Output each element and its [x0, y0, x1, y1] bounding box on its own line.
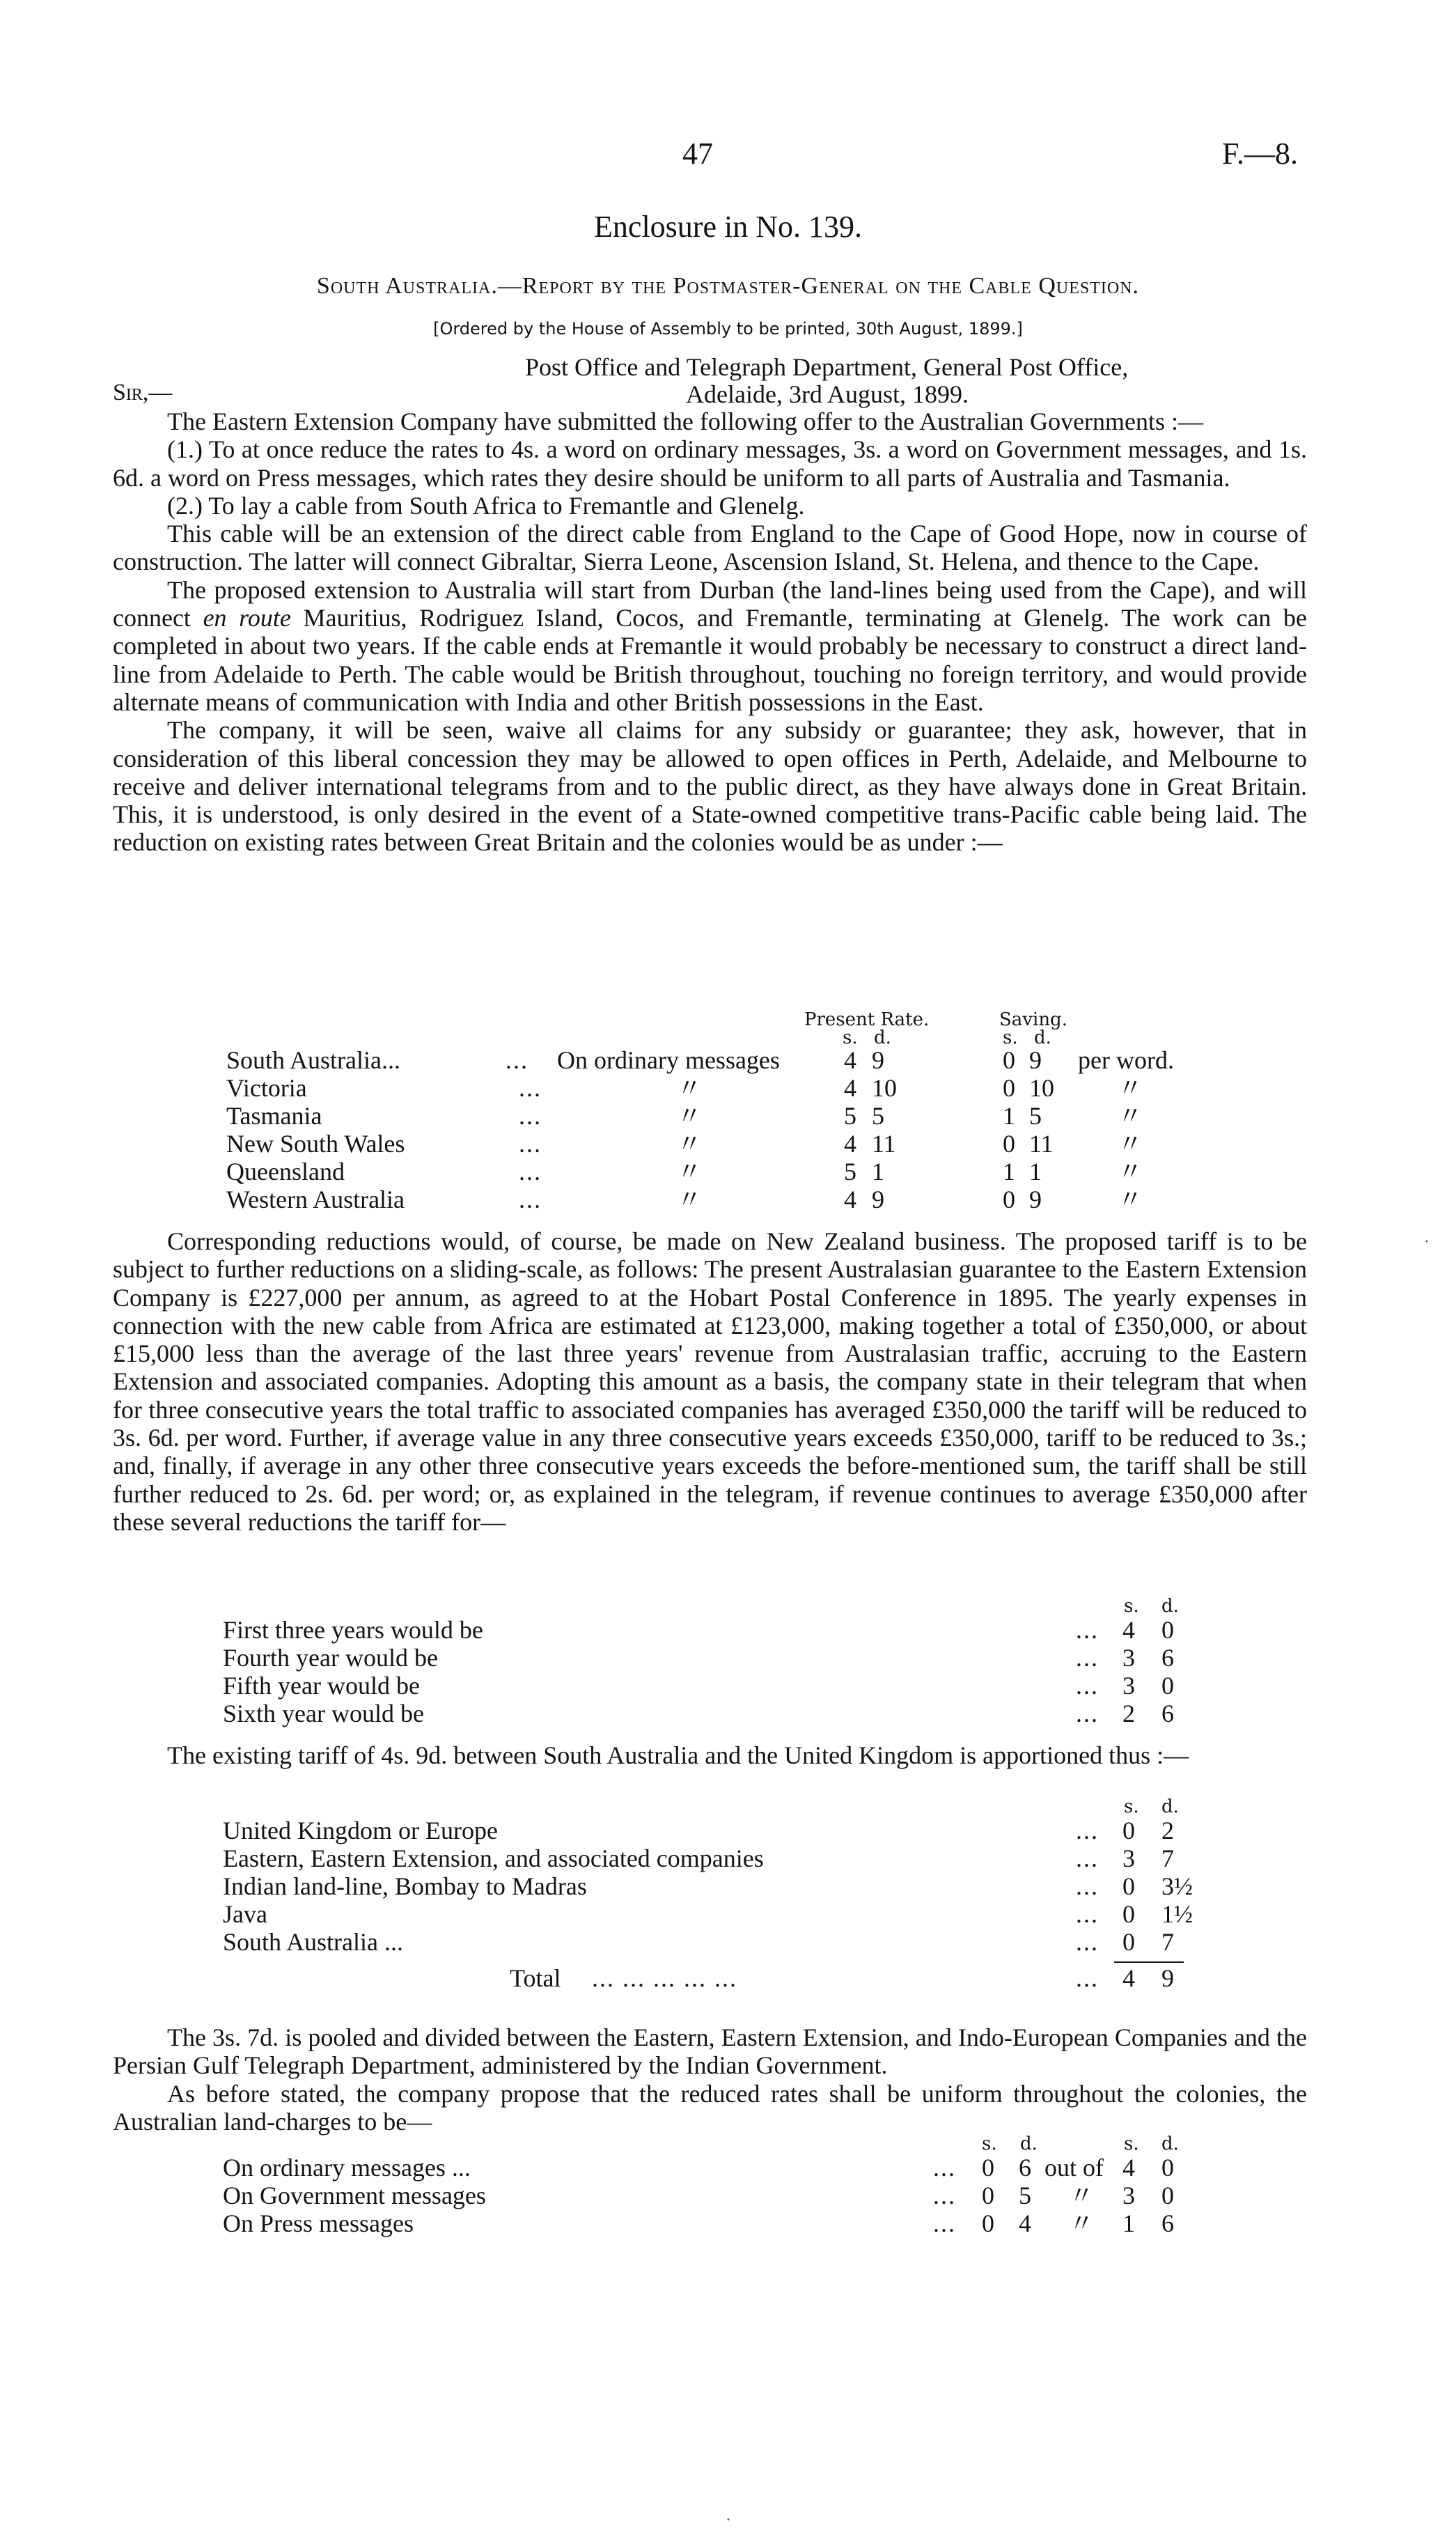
present-d: 11	[872, 1130, 896, 1158]
ordered-note: [Ordered by the House of Assembly to be printed, 30th August, 1899.]	[433, 319, 1023, 339]
leader-dots: ...	[1076, 1928, 1099, 1956]
value-d: 6	[1161, 1700, 1174, 1727]
paragraph-part: The proposed extension to Australia will start from Durban (the land-lines being used from the Cape), and will connect	[113, 575, 1307, 632]
value-s: 2	[1122, 1700, 1135, 1727]
saving-d: 9	[1029, 1186, 1042, 1213]
ditto-mark: 〃	[677, 1158, 703, 1186]
present-d: 9	[872, 1046, 884, 1074]
saving-d: 10	[1029, 1074, 1054, 1102]
row-label: Fifth year would be	[223, 1672, 420, 1700]
unit-s: s.	[843, 1027, 858, 1048]
ditto-mark: 〃	[677, 1102, 703, 1130]
present-d: 9	[872, 1186, 884, 1213]
row-label: First three years would be	[223, 1616, 483, 1644]
saving-s: 0	[1003, 1046, 1015, 1074]
row-label: Sixth year would be	[223, 1700, 424, 1727]
leader-dots: ...	[506, 1046, 529, 1074]
sliding-scale-table	[0, 1595, 1456, 1727]
leader-dots: ...	[933, 2154, 956, 2182]
leader-dots: ...	[1076, 1616, 1099, 1644]
leader-dots: ...	[1076, 1964, 1099, 1992]
total-row	[0, 1964, 1456, 1992]
apportion-table	[0, 1796, 1456, 1992]
address-line-1: Post Office and Telegraph Department, General Post Office,	[525, 353, 1129, 381]
paragraph: (1.) To at once reduce the rates to 4s. a word on ordinary messages, 3s. a word on Government messages, and 1s. 6d. a word on Press messages, which rates they desire should be uniform to all parts of Australia and Tasmania.	[113, 435, 1307, 492]
of-d: 0	[1161, 2182, 1174, 2209]
paragraph-emphasis: en route	[203, 604, 291, 632]
rates-rows	[0, 1046, 1456, 1213]
leader-dots: ...	[933, 2182, 956, 2209]
saving-s: 0	[1003, 1130, 1015, 1158]
sliding-rows	[0, 1616, 1456, 1727]
leader-dots: ... ... ... ... ...	[592, 1964, 737, 1992]
rates-row	[0, 1046, 1456, 1074]
value-d: 7	[1161, 1844, 1174, 1872]
sliding-table-row	[0, 1616, 1456, 1644]
sliding-table-row	[0, 1672, 1456, 1700]
apportion-table-row	[0, 1817, 1456, 1844]
address-line-2: Adelaide, 3rd August, 1899.	[686, 380, 969, 408]
out-of-label: out of	[1044, 2154, 1104, 2182]
row-label: United Kingdom or Europe	[223, 1817, 498, 1844]
colony-name: Queensland	[226, 1158, 345, 1186]
paragraph: Corresponding reductions would, of course, be made on New Zealand business. The proposed tariff is to be subject to further reductions on a sliding-scale, as follows: The present Australasian guarantee to the Eastern Extension Company is £227,000 per annum, as agreed to at the Hobart Postal Conference in 1895. The yearly expenses in connection with the new cable from Africa are estimated at £123,000, making together a total of £350,000, or about £15,000 less than the average of the last three years' revenue from Australasian traffic, accruing to the Eastern Extension and associated companies. Adopting this amount as a basis, the company state in their telegram that when for three consecutive years the total traffic to associated companies has averaged £350,000 the tariff will be reduced to 3s. 6d. per word. Further, if average value in any three consecutive years exceeds £350,000, tariff to be reduced to 3s.; and, finally, if average in any other three consecutive years exceeds the before-mentioned sum, the tariff shall be still further reduced to 2s. 6d. per word; or, as explained in the telegram, if revenue continues to average £350,000 after these several reductions the tariff for—	[113, 1227, 1307, 1536]
page-number: 47	[682, 137, 713, 171]
ditto-mark: 〃	[677, 1130, 703, 1158]
value-s: 0	[1122, 1900, 1135, 1928]
col-header-present: Present Rate.	[804, 1009, 930, 1030]
ditto-mark: 〃	[1118, 1130, 1143, 1158]
paragraph: This cable will be an extension of the direct cable from England to the Cape of Good Hope, now in course of construction. The latter will connect Gibraltar, Sierra Leone, Ascension Island, St. Helena, and thence to the Cape.	[113, 520, 1307, 576]
row-label: Eastern, Eastern Extension, and associated companies	[223, 1844, 764, 1872]
leader-dots: ...	[519, 1158, 542, 1186]
row-label: On ordinary messages ...	[223, 2154, 471, 2182]
paragraph-part: Mauritius, Rodriguez Island, Cocos, and Fremantle, terminating at Glenelg. The work can be completed in about two years. If the cable ends at Fremantle it would probably be necessary to construct a direct land-line from Adelaide to Perth. The cable would be British throughout, touching no foreign territory, and would provide alternate means of communication with India and other British possessions in the East.	[113, 604, 1308, 716]
leader-dots: ...	[519, 1130, 542, 1158]
value-d: 6	[1161, 1644, 1174, 1672]
bottom-mark: ·	[726, 2511, 731, 2529]
rates-row	[0, 1186, 1456, 1213]
value-d: 2	[1161, 1817, 1174, 1844]
value-s: 0	[1122, 1817, 1135, 1844]
present-d: 5	[872, 1102, 884, 1130]
saving-d: 1	[1029, 1158, 1042, 1186]
value-d: 1½	[1161, 1900, 1193, 1928]
paragraph: The Eastern Extension Company have submitted the following offer to the Australian Governments :—	[167, 407, 1204, 435]
row-label: On Government messages	[223, 2182, 486, 2209]
rates-row	[0, 1130, 1456, 1158]
value-s: 3	[1122, 1844, 1135, 1872]
ditto-mark: 〃	[1118, 1158, 1143, 1186]
leader-dots: ...	[1076, 1672, 1099, 1700]
enclosure-title: Enclosure in No. 139.	[594, 210, 862, 244]
saving-d: 11	[1029, 1130, 1054, 1158]
row-label: Java	[223, 1900, 267, 1928]
per-word: per word.	[1078, 1046, 1174, 1074]
row-label: Indian land-line, Bombay to Madras	[223, 1872, 587, 1900]
apportion-table-row	[0, 1900, 1456, 1928]
leader-dots: ...	[1076, 1900, 1099, 1928]
value-d: 3½	[1161, 1872, 1193, 1900]
saving-s: 0	[1003, 1074, 1015, 1102]
saving-d: 5	[1029, 1102, 1042, 1130]
present-s: 4	[844, 1046, 856, 1074]
of-d: 6	[1161, 2209, 1174, 2237]
apportion-rows	[0, 1817, 1456, 1956]
of-s: 4	[1122, 2154, 1135, 2182]
ditto-mark: 〃	[1069, 2182, 1095, 2209]
value-s: 3	[1122, 1672, 1135, 1700]
leader-dots: ...	[933, 2209, 956, 2237]
leader-dots: ...	[1076, 1872, 1099, 1900]
leader-dots: ...	[1076, 1844, 1099, 1872]
unit-d: d.	[1161, 1596, 1179, 1617]
body-text-block-1	[113, 407, 1307, 857]
saving-s: 1	[1003, 1102, 1015, 1130]
leader-dots: ...	[519, 1102, 542, 1130]
rates-row	[0, 1102, 1456, 1130]
value-s: 4	[1122, 1616, 1135, 1644]
unit-d: d.	[874, 1027, 891, 1048]
unit-s: s.	[1124, 2133, 1139, 2154]
value-s: 0	[982, 2209, 994, 2237]
row-label: Fourth year would be	[223, 1644, 438, 1672]
salutation: Sir,—	[113, 380, 173, 405]
present-s: 4	[844, 1074, 856, 1102]
of-s: 1	[1122, 2209, 1135, 2237]
row-label: On Press messages	[223, 2209, 414, 2237]
land-charges-table	[0, 2133, 1456, 2237]
saving-s: 0	[1003, 1186, 1015, 1213]
ditto-mark: 〃	[677, 1186, 703, 1213]
sliding-table-row	[0, 1644, 1456, 1672]
value-d: 6	[1019, 2154, 1031, 2182]
saving-d: 9	[1029, 1046, 1042, 1074]
total-d: 9	[1161, 1964, 1174, 1992]
rates-row	[0, 1074, 1456, 1102]
ditto-mark: 〃	[677, 1074, 703, 1102]
report-heading: South Australia.—Report by the Postmaster-General on the Cable Question.	[316, 273, 1140, 299]
value-s: 0	[1122, 1928, 1135, 1956]
value-d: 4	[1019, 2209, 1031, 2237]
value-s: 3	[1122, 1644, 1135, 1672]
unit-s: s.	[982, 2133, 997, 2154]
body-text-block-3	[113, 1741, 1307, 1769]
colony-name: New South Wales	[226, 1130, 405, 1158]
unit-s: s.	[1124, 1596, 1139, 1617]
body-text-block-4	[113, 2023, 1307, 2136]
colony-name: South Australia...	[226, 1046, 400, 1074]
rates-table	[0, 1003, 1456, 1213]
land-rows	[0, 2154, 1456, 2237]
of-d: 0	[1161, 2154, 1174, 2182]
leader-dots: ...	[519, 1186, 542, 1213]
value-d: 0	[1161, 1672, 1174, 1700]
of-s: 3	[1122, 2182, 1135, 2209]
unit-d: d.	[1161, 1796, 1179, 1817]
ditto-mark: 〃	[1118, 1074, 1143, 1102]
body-text-block-2	[113, 1227, 1307, 1536]
total-rule	[1114, 1961, 1184, 1963]
paragraph: The 3s. 7d. is pooled and divided between the Eastern, Eastern Extension, and Indo-European Companies and the Persian Gulf Telegraph Department, administered by the Indian Government.	[113, 2023, 1307, 2080]
present-s: 5	[844, 1102, 856, 1130]
saving-s: 1	[1003, 1158, 1015, 1186]
unit-d: d.	[1161, 2133, 1179, 2154]
land-charge-row	[0, 2154, 1456, 2182]
value-s: 0	[982, 2154, 994, 2182]
section-code: F.—8.	[1222, 137, 1298, 171]
present-s: 4	[844, 1130, 856, 1158]
value-s: 0	[982, 2182, 994, 2209]
colony-name: Victoria	[226, 1074, 307, 1102]
land-charge-row	[0, 2209, 1456, 2237]
present-s: 5	[844, 1158, 856, 1186]
total-label: Total	[510, 1964, 561, 1992]
col-header-saving: Saving.	[999, 1009, 1067, 1030]
unit-s: s.	[1124, 1796, 1139, 1817]
paragraph	[113, 576, 1307, 716]
ditto-mark: 〃	[1069, 2209, 1095, 2237]
leader-dots: ...	[519, 1074, 542, 1102]
colony-name: Western Australia	[226, 1186, 405, 1213]
paragraph: (2.) To lay a cable from South Africa to Fremantle and Glenelg.	[167, 491, 805, 520]
unit-s: s.	[1003, 1027, 1018, 1048]
ditto-mark: 〃	[1118, 1186, 1143, 1213]
apportion-table-row	[0, 1928, 1456, 1956]
rates-row	[0, 1158, 1456, 1186]
paragraph: As before stated, the company propose that the reduced rates shall be uniform throughout the colonies, the Australian land-charges to be—	[113, 2079, 1307, 2136]
apportion-table-row	[0, 1872, 1456, 1900]
colony-name: Tasmania	[226, 1102, 322, 1130]
value-s: 0	[1122, 1872, 1135, 1900]
row-label: South Australia ...	[223, 1928, 403, 1956]
unit-d: d.	[1020, 2133, 1038, 2154]
paragraph: The existing tariff of 4s. 9d. between South Australia and the United Kingdom is apportioned thus :—	[167, 1741, 1189, 1769]
unit-d: d.	[1034, 1027, 1051, 1048]
paragraph: The company, it will be seen, waive all claims for any subsidy or guarantee; they ask, however, that in consideration of this liberal concession they may be allowed to open offices in Perth, Adelaide, and Melbourne to receive and deliver international telegrams from and to the public direct, as they have always done in Great Britain. This, it is understood, is only desired in the event of a State-owned competitive trans-Pacific cable being laid. The reduction on existing rates between Great Britain and the colonies would be as under :—	[113, 716, 1307, 857]
sliding-table-row	[0, 1700, 1456, 1727]
present-d: 10	[872, 1074, 897, 1102]
present-s: 4	[844, 1186, 856, 1213]
total-s: 4	[1122, 1964, 1135, 1992]
ditto-mark: 〃	[1118, 1102, 1143, 1130]
leader-dots: ...	[1076, 1644, 1099, 1672]
value-d: 0	[1161, 1616, 1174, 1644]
leader-dots: ...	[1076, 1817, 1099, 1844]
margin-mark: ·	[1424, 1233, 1430, 1251]
leader-dots: ...	[1076, 1700, 1099, 1727]
apportion-table-row	[0, 1844, 1456, 1872]
value-d: 7	[1161, 1928, 1174, 1956]
land-charge-row	[0, 2182, 1456, 2209]
message-type: On ordinary messages	[557, 1046, 780, 1074]
value-d: 5	[1019, 2182, 1031, 2209]
present-d: 1	[872, 1158, 884, 1186]
